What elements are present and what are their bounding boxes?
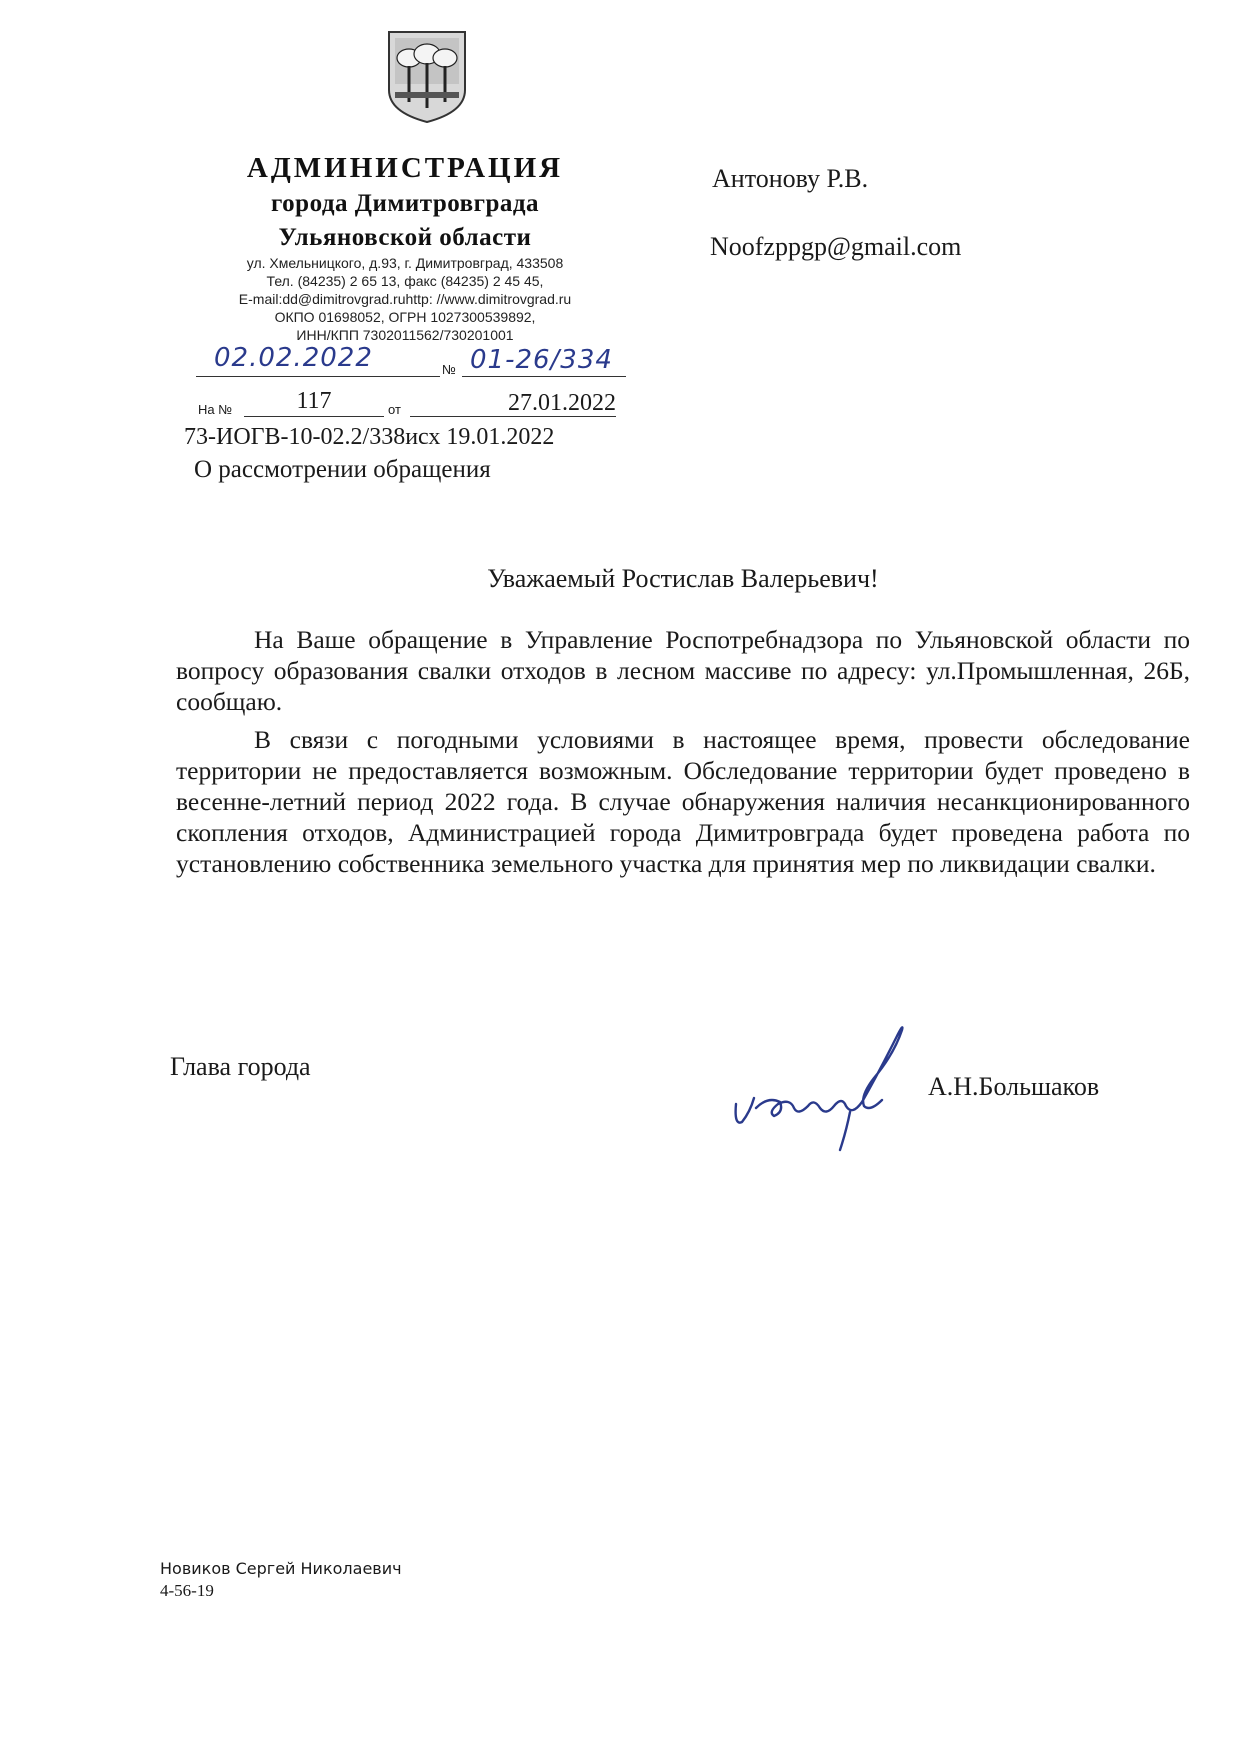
handwritten-signature-icon xyxy=(728,1012,944,1162)
body-paragraph: На Ваше обращение в Управление Роспотребнадзора по Ульяновской области по вопросу образования свалки отходов в лесном массиве по адресу: ул.Промышленная, 26Б, сообщаю. xyxy=(176,625,1190,716)
registration-date-underline xyxy=(196,376,440,377)
reference-number: 117 xyxy=(296,388,332,414)
registration-number-underline xyxy=(462,376,626,377)
registration-number-label: № xyxy=(442,362,456,377)
registration-date: 02.02.2022 xyxy=(214,343,373,373)
org-address: ул. Хмельницкого, д.93, г. Димитровград, 433508 xyxy=(246,255,564,271)
signatory-position: Глава города xyxy=(170,1052,311,1081)
reference-date-label: от xyxy=(388,402,401,417)
signatory-name: А.Н.Большаков xyxy=(928,1072,1100,1101)
reference-date: 27.01.2022 xyxy=(508,390,616,416)
coat-of-arms-icon xyxy=(385,28,469,124)
org-email-web: E-mail:dd@dimitrovgrad.ruhttp: //www.dimitrovgrad.ru xyxy=(238,291,572,307)
org-inn-kpp: ИНН/КПП 7302011562/730201001 xyxy=(296,327,514,343)
registration-number: 01-26/334 xyxy=(470,345,613,375)
salutation: Уважаемый Ростислав Валерьевич! xyxy=(487,564,879,593)
executor-phone: 4-56-19 xyxy=(160,1581,214,1600)
reference-date-underline xyxy=(410,416,616,417)
executor-name: Новиков Сергей Николаевич xyxy=(160,1559,402,1578)
reference-extra: 73-ИОГВ-10-02.2/338исх 19.01.2022 xyxy=(184,424,555,450)
reference-number-underline xyxy=(244,416,384,417)
body-paragraph: В связи с погодными условиями в настоящее время, провести обследование территории не предоставляется возможным. Обследование территории будет проведено в весенне-летний период 2022 года. В случае обнаружения наличия несанкционированного скопления отходов, Администрацией города Димитровграда будет проведена работа по установлению собственника земельного участка для принятия мер по ликвидации свалки. xyxy=(176,725,1190,878)
reference-number-label: На № xyxy=(198,402,233,417)
letter-subject: О рассмотрении обращения xyxy=(194,456,491,483)
org-okpo-ogrn: ОКПО 01698052, ОГРН 1027300539892, xyxy=(274,309,536,325)
org-phone-fax: Тел. (84235) 2 65 13, факс (84235) 2 45 45, xyxy=(266,273,544,289)
addressee-name: Антонову Р.В. xyxy=(712,164,869,193)
org-name-line3: Ульяновской области xyxy=(278,224,532,251)
org-name-line2: города Димитровграда xyxy=(270,190,540,217)
org-name-line1: АДМИНИСТРАЦИЯ xyxy=(246,152,564,184)
addressee-email: Noofzppgp@gmail.com xyxy=(710,232,962,261)
